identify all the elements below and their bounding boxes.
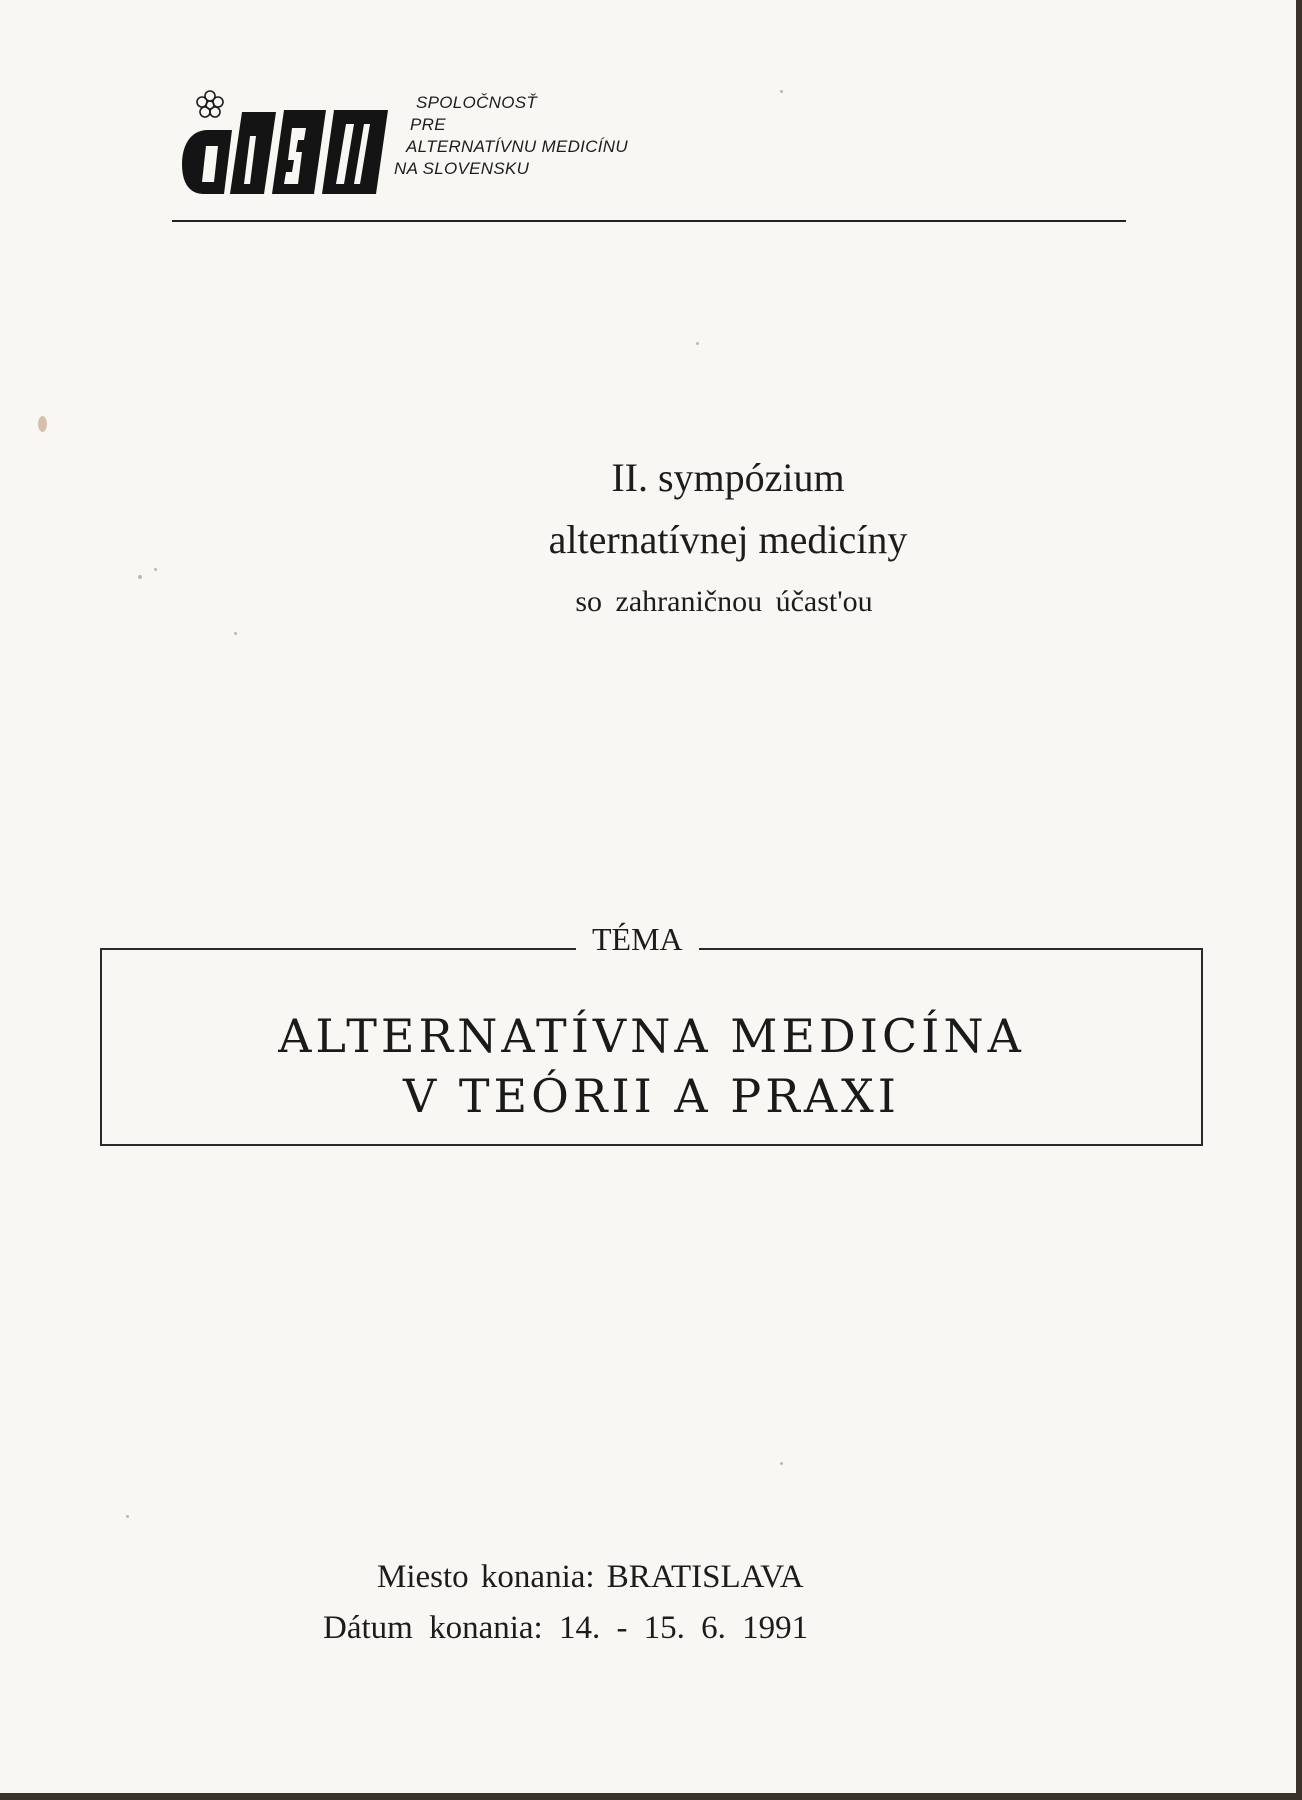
symposium-participation: so zahraničnou účast'ou xyxy=(575,585,873,618)
paper-speck xyxy=(780,90,783,93)
paper-speck xyxy=(154,568,157,571)
society-logo xyxy=(180,90,390,198)
org-line-1: SPOLOČNOSŤ xyxy=(416,93,538,112)
page-edge xyxy=(1296,0,1302,1800)
paper-speck xyxy=(126,1515,129,1518)
theme-title-line-1: ALTERNATÍVNA MEDICÍNA xyxy=(278,1009,1025,1063)
page-edge xyxy=(0,1793,1302,1800)
theme-title-line-2: V TEÓRII A PRAXI xyxy=(403,1069,900,1123)
theme-title xyxy=(100,1006,1203,1126)
flower-icon xyxy=(197,91,223,117)
paper-stain xyxy=(38,416,47,432)
paper-speck xyxy=(780,1462,783,1465)
org-line-2: PRE xyxy=(410,115,446,134)
symposium-subtitle: alternatívnej medicíny xyxy=(548,517,908,562)
venue-place: Miesto konania: BRATISLAVA xyxy=(377,1559,804,1595)
theme-label: TÉMA xyxy=(576,917,699,961)
header-divider xyxy=(172,220,1126,222)
symposium-title: II. sympózium xyxy=(611,455,845,500)
organization-name xyxy=(394,92,628,180)
paper-speck xyxy=(138,575,142,579)
venue-date: Dátum konania: 14. - 15. 6. 1991 xyxy=(323,1610,809,1646)
paper-speck xyxy=(696,342,699,345)
org-line-4: NA SLOVENSKU xyxy=(394,159,530,178)
org-line-3: ALTERNATÍVNU MEDICÍNU xyxy=(406,137,628,156)
paper-speck xyxy=(234,632,237,635)
